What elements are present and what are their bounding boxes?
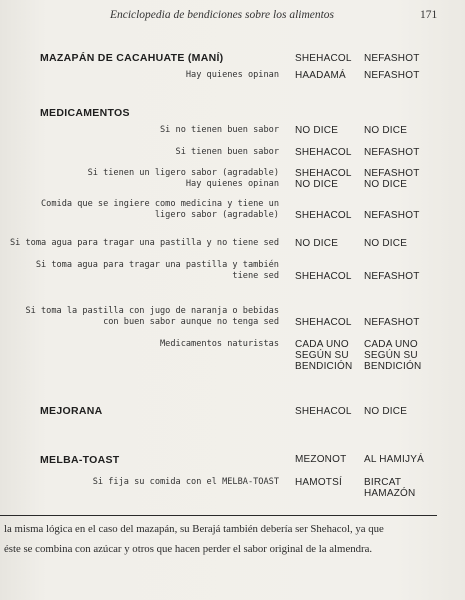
blessing-after: NO DICE (364, 238, 408, 249)
running-header-title: Enciclopedia de bendiciones sobre los alimentos (109, 9, 335, 21)
blessing-after: NEFASHOT (364, 210, 420, 221)
blessing-after: NEFASHOT (364, 317, 420, 328)
blessing-before: MEZONOT (295, 454, 347, 465)
blessing-after: NO DICE (364, 406, 408, 417)
condition-text: Si no tienen buen sabor (160, 125, 279, 135)
blessing-after: NEFASHOT (364, 147, 420, 158)
blessing-after: BIRCAT HAMAZÓN (364, 477, 416, 499)
blessing-before: SHEHACOL (295, 53, 352, 64)
condition-text: Si toma agua para tragar una pastilla y también tiene sed (35, 260, 279, 281)
blessing-after: NEFASHOT NO DICE (364, 168, 420, 190)
blessing-after: NO DICE (364, 125, 408, 136)
blessing-before: NO DICE (295, 238, 339, 249)
blessing-before: SHEHACOL NO DICE (295, 168, 352, 190)
blessing-before: HAMOTSÍ (295, 477, 342, 488)
footnote-line: éste se combina con azúcar y otros que hacen perder el sabor original de la almendra. (4, 543, 373, 555)
blessing-after: NEFASHOT (364, 70, 420, 81)
blessing-before: HAADAMÁ (295, 70, 346, 81)
blessing-before: SHEHACOL (295, 147, 352, 158)
blessing-before: SHEHACOL (295, 317, 352, 328)
footnote-line: la misma lógica en el caso del mazapán, su Berajá también debería ser Shehacol, ya que (4, 523, 384, 535)
condition-text: Si toma agua para tragar una pastilla y no tiene sed (9, 238, 279, 248)
blessing-before: NO DICE (295, 125, 339, 136)
section-title: MEDICAMENTOS (40, 107, 130, 119)
blessing-before: SHEHACOL (295, 406, 352, 417)
section-title: MAZAPÁN DE CACAHUATE (MANÍ) (40, 52, 224, 64)
condition-text: Hay quienes opinan (185, 70, 279, 80)
condition-text: Comida que se ingiere como medicina y tiene un ligero sabor (agradable) (41, 199, 279, 220)
condition-text: Si fija su comida con el MELBA-TOAST (92, 477, 279, 487)
condition-text: Si toma la pastilla con jugo de naranja o bebidas con buen sabor aunque no tenga sed (25, 306, 279, 327)
page-number: 171 (420, 9, 438, 21)
condition-text: Si tienen un ligero sabor (agradable) Hay quienes opinan (87, 168, 279, 189)
blessing-after: NEFASHOT (364, 271, 420, 282)
blessing-before: SHEHACOL (295, 271, 352, 282)
blessing-after: CADA UNO SEGÚN SU BENDICIÓN (364, 339, 422, 372)
blessing-before: CADA UNO SEGÚN SU BENDICIÓN (295, 339, 353, 372)
blessing-after: NEFASHOT (364, 53, 420, 64)
condition-text: Si tienen buen sabor (175, 147, 279, 157)
blessing-before: SHEHACOL (295, 210, 352, 221)
section-title: MEJORANA (40, 405, 103, 417)
section-title: MELBA-TOAST (40, 454, 120, 466)
footnote-divider (0, 515, 437, 516)
condition-text: Medicamentos naturistas (160, 339, 279, 349)
blessing-after: AL HAMIJYÁ (364, 454, 424, 465)
